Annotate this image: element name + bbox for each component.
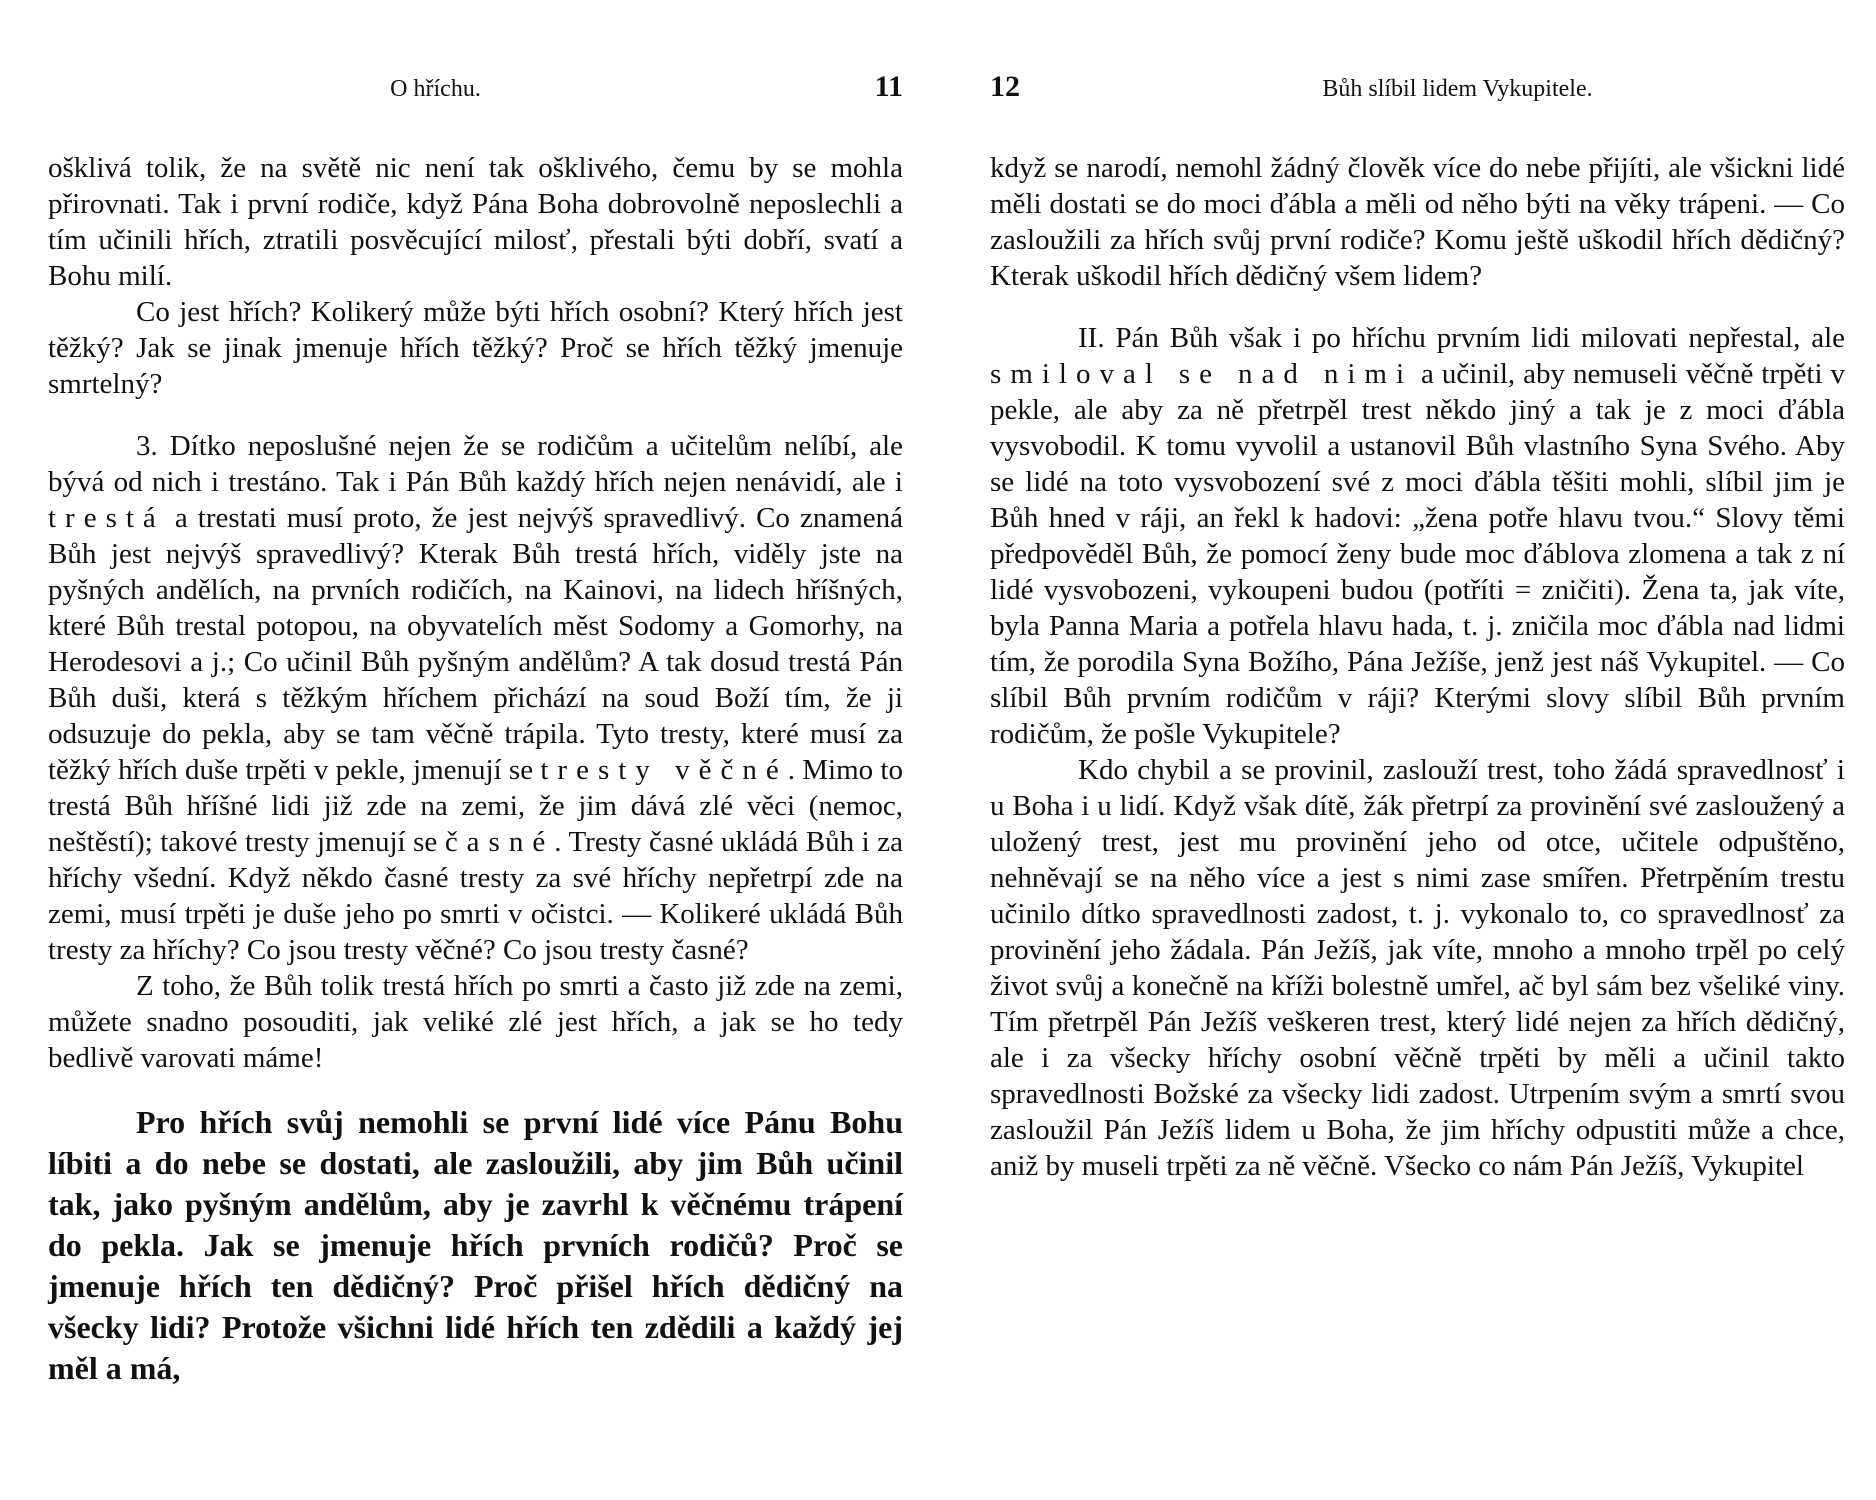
text-run: a trestati musí proto, že jest nejvýš spravedlivý. Co znamená Bůh jest nejvýš spravedlivý? Kterak Bůh trestá hřích, viděly jste na pyšných andělích, na prvních rodičích, na Kainovi, na lidech hříšných, které Bůh trestal potopou, na obyvatelích měst Sodomy a Gomorhy, na Herodesovi a j.; Co učinil Bůh pyšným andělům? A tak dosud trestá Pán Bůh duši, která s těžkým hříchem přichází na soud Boží tím, že ji odsuzuje do pekla, aby se tam věčně trápila. Tyto tresty, které musí za těžký hřích duše trpěti v pekle, jmenují se <box>48 502 903 786</box>
left-page-header <box>48 70 903 110</box>
emphasis-text: časné <box>444 826 555 858</box>
right-page <box>990 70 1845 1490</box>
paragraph <box>990 320 1845 752</box>
page-number: 12 <box>990 70 1020 103</box>
paragraph: Z toho, že Bůh tolik trestá hřích po smrti a často již zde na zemi, můžete snadno posouditi, jak veliké zlé jest hřích, a jak se ho tedy bedlivě varovati máme! <box>48 970 903 1074</box>
running-title: O hříchu. <box>390 76 481 102</box>
paragraph-large: Pro hřích svůj nemohli se první lidé více Pánu Bohu líbiti a do nebe se dostati, ale zasloužili, aby jim Bůh učinil tak, jako pyšným andělům, aby je zavrhl k věčnému trápení do pekla. Jak se jmenuje hřích prvních rodičů? Proč se jmenuje hřích ten dědičný? Proč přišel hřích dědičný na všecky lidi? Protože všichni lidé hřích ten zdědili a každý jej měl a má, <box>48 1104 903 1386</box>
right-page-body <box>990 150 1845 1184</box>
left-page <box>48 70 903 1490</box>
text-run: . Tresty časné ukládá Bůh i za hříchy všední. Když někdo časné tresty za své hříchy nepřetrpí zde na zemi, musí trpěti je duše jeho po smrti v očistci. — Kolikeré ukládá Bůh tresty za hříchy? Co jsou tresty věčné? Co jsou tresty časné? <box>48 826 903 966</box>
text-run: . Mimo to trestá Bůh hříšné lidi již zde na zemi, že jim dává zlé věci (nemoc, neštěstí); takové tresty jmenují se <box>48 754 903 858</box>
paragraph: Co jest hřích? Kolikerý může býti hřích osobní? Který hřích jest těžký? Jak se jinak jmenuje hřích těžký? Proč se hřích těžký jmenuje smrtelný? <box>48 296 903 400</box>
left-page-body <box>48 150 903 1389</box>
emphasis-text: smiloval se nad nimi <box>990 358 1414 390</box>
text-run: 3. Dítko neposlušné nejen že se rodičům a učitelům nelíbí, ale bývá od nich i trestáno. Tak i Pán Bůh každý hřích nejen nenávidí, ale i <box>48 430 903 498</box>
running-title: Bůh slíbil lidem Vykupitele. <box>1322 76 1593 102</box>
emphasis-text: tresty věčné <box>540 754 788 786</box>
paragraph: ošklivá tolik, že na světě nic není tak ošklivého, čemu by se mohla přirovnati. Tak i první rodiče, když Pána Boha dobrovolně neposlechli a tím učinili hřích, ztratili posvěcující milosť, přestali býti dobří, svatí a Bohu milí. <box>48 152 903 292</box>
paragraph: Kdo chybil a se provinil, zaslouží trest, toho žádá spravedlnosť i u Boha i u lidí. Když však dítě, žák přetrpí za provinění své zasloužený a uložený trest, jest mu provinění jeho od otce, učitele odpuštěno, nehněvají se na něho více a jest s nimi zase smířen. Přetrpěním trestu učinilo dítko spravedlnosti zadost, t. j. vykonalo to, co spravedlnosť za provinění jeho žádala. Pán Ježíš, jak víte, mnoho a mnoho trpěl po celý život svůj a konečně na kříži bolestně umřel, ač byl sám bez všeliké viny. Tím přetrpěl Pán Ježíš veškeren trest, který lidé nejen za hřích dědičný, ale i za všecky hříchy osobní věčně trpěti by měli a učinil takto spravedlnosti Božské za všecky lidi zadost. Utrpením svým a smrtí svou zasloužil Pán Ježíš lidem u Boha, že jim hříchy odpustiti může a chce, aniž by museli trpěti za ně věčně. Všecko co nám Pán Ježíš, Vykupitel <box>990 754 1845 1182</box>
text-run: a učinil, aby nemuseli věčně trpěti v pekle, ale aby za ně přetrpěl trest někdo jiný a tak je z moci ďábla vysvobodil. K tomu vyvolil a ustanovil Bůh vlastního Syna Svého. Aby se lidé na toto vysvobození své z moci ďábla těšiti mohli, slíbil jim je Bůh hned v ráji, an řekl k hadovi: „žena potře hlavu tvou.“ Slovy těmi předpověděl Bůh, že pomocí ženy bude moc ďáblova zlomena a tak z ní lidé vysvobozeni, vykoupeni budou (potříti = zničiti). Žena ta, jak víte, byla Panna Maria a potřela hlavu hada, t. j. zničila moc ďábla nad lidmi tím, že porodila Syna Božího, Pána Ježíše, jenž jest náš Vykupitel. — Co slíbil Bůh prvním rodičům v ráji? Kterými slovy slíbil Bůh prvním rodičům, že pošle Vykupitele? <box>990 358 1845 750</box>
paragraph: když se narodí, nemohl žádný člověk více do nebe přijíti, ale všickni lidé měli dostati se do moci ďábla a měli od něho býti na věky trápeni. — Co zasloužili za hřích svůj první rodiče? Komu ještě uškodil hřích dědičný? Kterak uškodil hřích dědičný všem lidem? <box>990 152 1845 292</box>
paragraph <box>48 428 903 968</box>
right-page-header <box>990 70 1845 110</box>
text-run: II. Pán Bůh však i po hříchu prvním lidi milovati nepřestal, ale <box>1078 322 1845 354</box>
page-number: 11 <box>874 70 903 103</box>
emphasis-text: trestá <box>48 502 165 534</box>
